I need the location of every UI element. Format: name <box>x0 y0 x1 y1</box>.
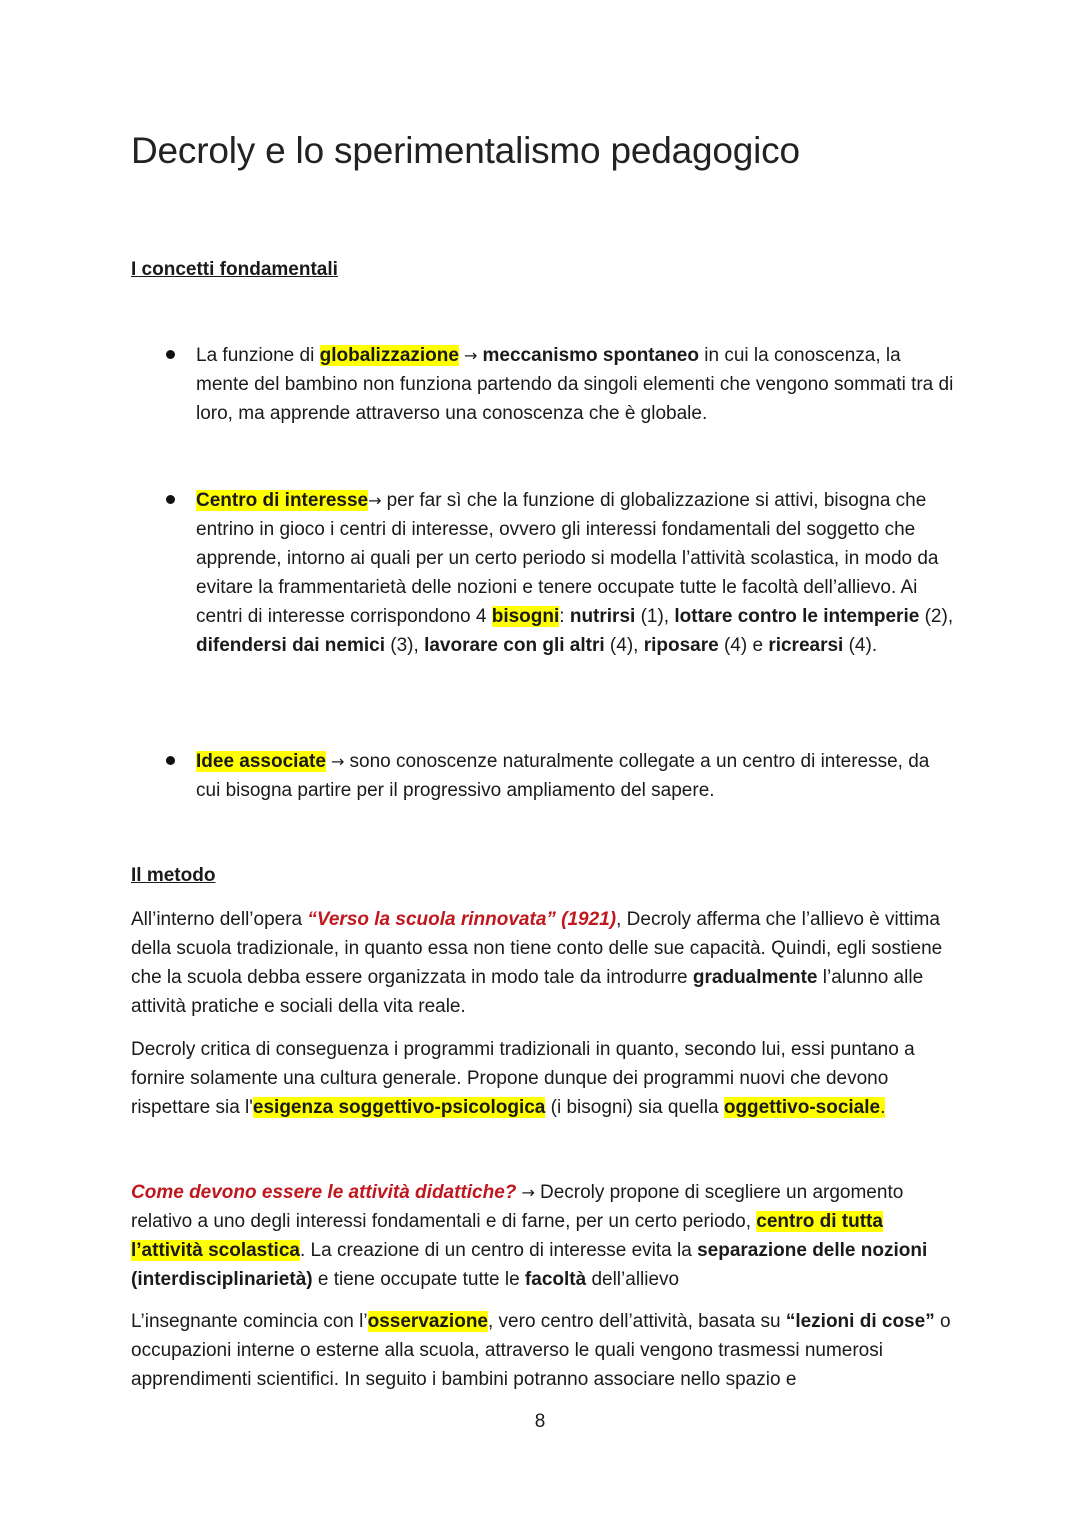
book-title: “Verso la scuola rinnovata” (1921) <box>307 909 617 930</box>
page-number: 8 <box>534 1411 546 1432</box>
bullet-dot <box>166 495 175 504</box>
bullet-dot <box>166 756 175 765</box>
bullet-dot <box>166 350 175 359</box>
bullet-idee-associate: Idee associate → sono conoscenze naturalmente collegate a un centro di interesse, da cui bisogna partire per il progressivo ampliamento del sapere. <box>196 751 930 801</box>
highlight-term: osservazione <box>367 1311 488 1332</box>
arrow-icon: → <box>368 491 387 510</box>
arrow-icon: → <box>458 346 483 365</box>
highlight-term: Centro di interesse <box>196 490 369 511</box>
paragraph-programmi: Decroly critica di conseguenza i programmi tradizionali in quanto, secondo lui, essi puntano a fornire solamente una cultura generale. Propone dunque dei programmi nuovi che devono rispettare sia l'esigenza soggettivo-psicologica (i bisogni) sia quella oggettivo-sociale. <box>131 1039 915 1118</box>
paragraph-opera: All’interno dell’opera “Verso la scuola rinnovata” (1921), Decroly afferma che l’allievo è vittima della scuola tradizionale, in quanto essa non tiene conto delle sue capacità. Quindi, egli sostiene che la scuola debba essere organizzata in modo tale da introdurre gradualmente l’alunno alle attività pratiche e sociali della vita reale. <box>131 909 943 1017</box>
question-heading: Come devono essere le attività didattiche? <box>131 1182 517 1203</box>
arrow-icon: → <box>325 752 350 771</box>
highlight-term: bisogni <box>491 606 560 627</box>
highlight-term: centro di tutta l’attività scolastica <box>131 1211 883 1261</box>
page-title: Decroly e lo sperimentalismo pedagogico <box>131 130 800 171</box>
highlight-term: esigenza soggettivo-psicologica <box>252 1097 546 1118</box>
bullet-centro-di-interesse: Centro di interesse→ per far sì che la funzione di globalizzazione si attivi, bisogna che entrino in gioco i centri di interesse, ovvero gli interessi fondamentali del soggetto che apprende, intorno ai quali per un certo periodo si modella l’attività scolastica, in modo da evitare la frammentarietà delle nozioni e tenere occupate tutte le facoltà dell’allievo. Ai centri di interesse corrispondono 4 bisogni: nutrirsi (1), lottare contro le intemperie (2), difendersi dai nemici (3), lavorare con gli altri (4), riposare (4) e ricrearsi (4). <box>196 490 954 656</box>
paragraph-attivita-didattiche: Come devono essere le attività didattiche? → Decroly propone di scegliere un argomento relativo a uno degli interessi fondamentali e di farne, per un certo periodo, centro di tutta l’attività scolastica. La creazione di un centro di interesse evita la separazione delle nozioni (interdisciplinarietà) e tiene occupate tutte le facoltà dell’allievo <box>131 1182 928 1290</box>
section-heading-concetti: I concetti fondamentali <box>131 259 338 280</box>
paragraph-osservazione: L’insegnante comincia con l’osservazione, vero centro dell’attività, basata su “lezioni di cose” o occupazioni interne o esterne alla scuola, attraverso le quali vengono trasmessi numerosi apprendimenti scientifici. In seguito i bambini potranno associare nello spazio e <box>131 1311 951 1390</box>
arrow-icon: → <box>516 1183 540 1202</box>
section-heading-metodo: Il metodo <box>131 865 216 886</box>
highlight-term: oggettivo-sociale <box>723 1097 881 1118</box>
highlight-term: Idee associate <box>196 751 326 772</box>
highlight-term: globalizzazione <box>319 345 459 366</box>
bullet-globalizzazione: La funzione di globalizzazione → meccanismo spontaneo in cui la conoscenza, la mente del bambino non funziona partendo da singoli elementi che vengono sommati tra di loro, ma apprende attraverso una conoscenza che è globale. <box>196 345 954 424</box>
